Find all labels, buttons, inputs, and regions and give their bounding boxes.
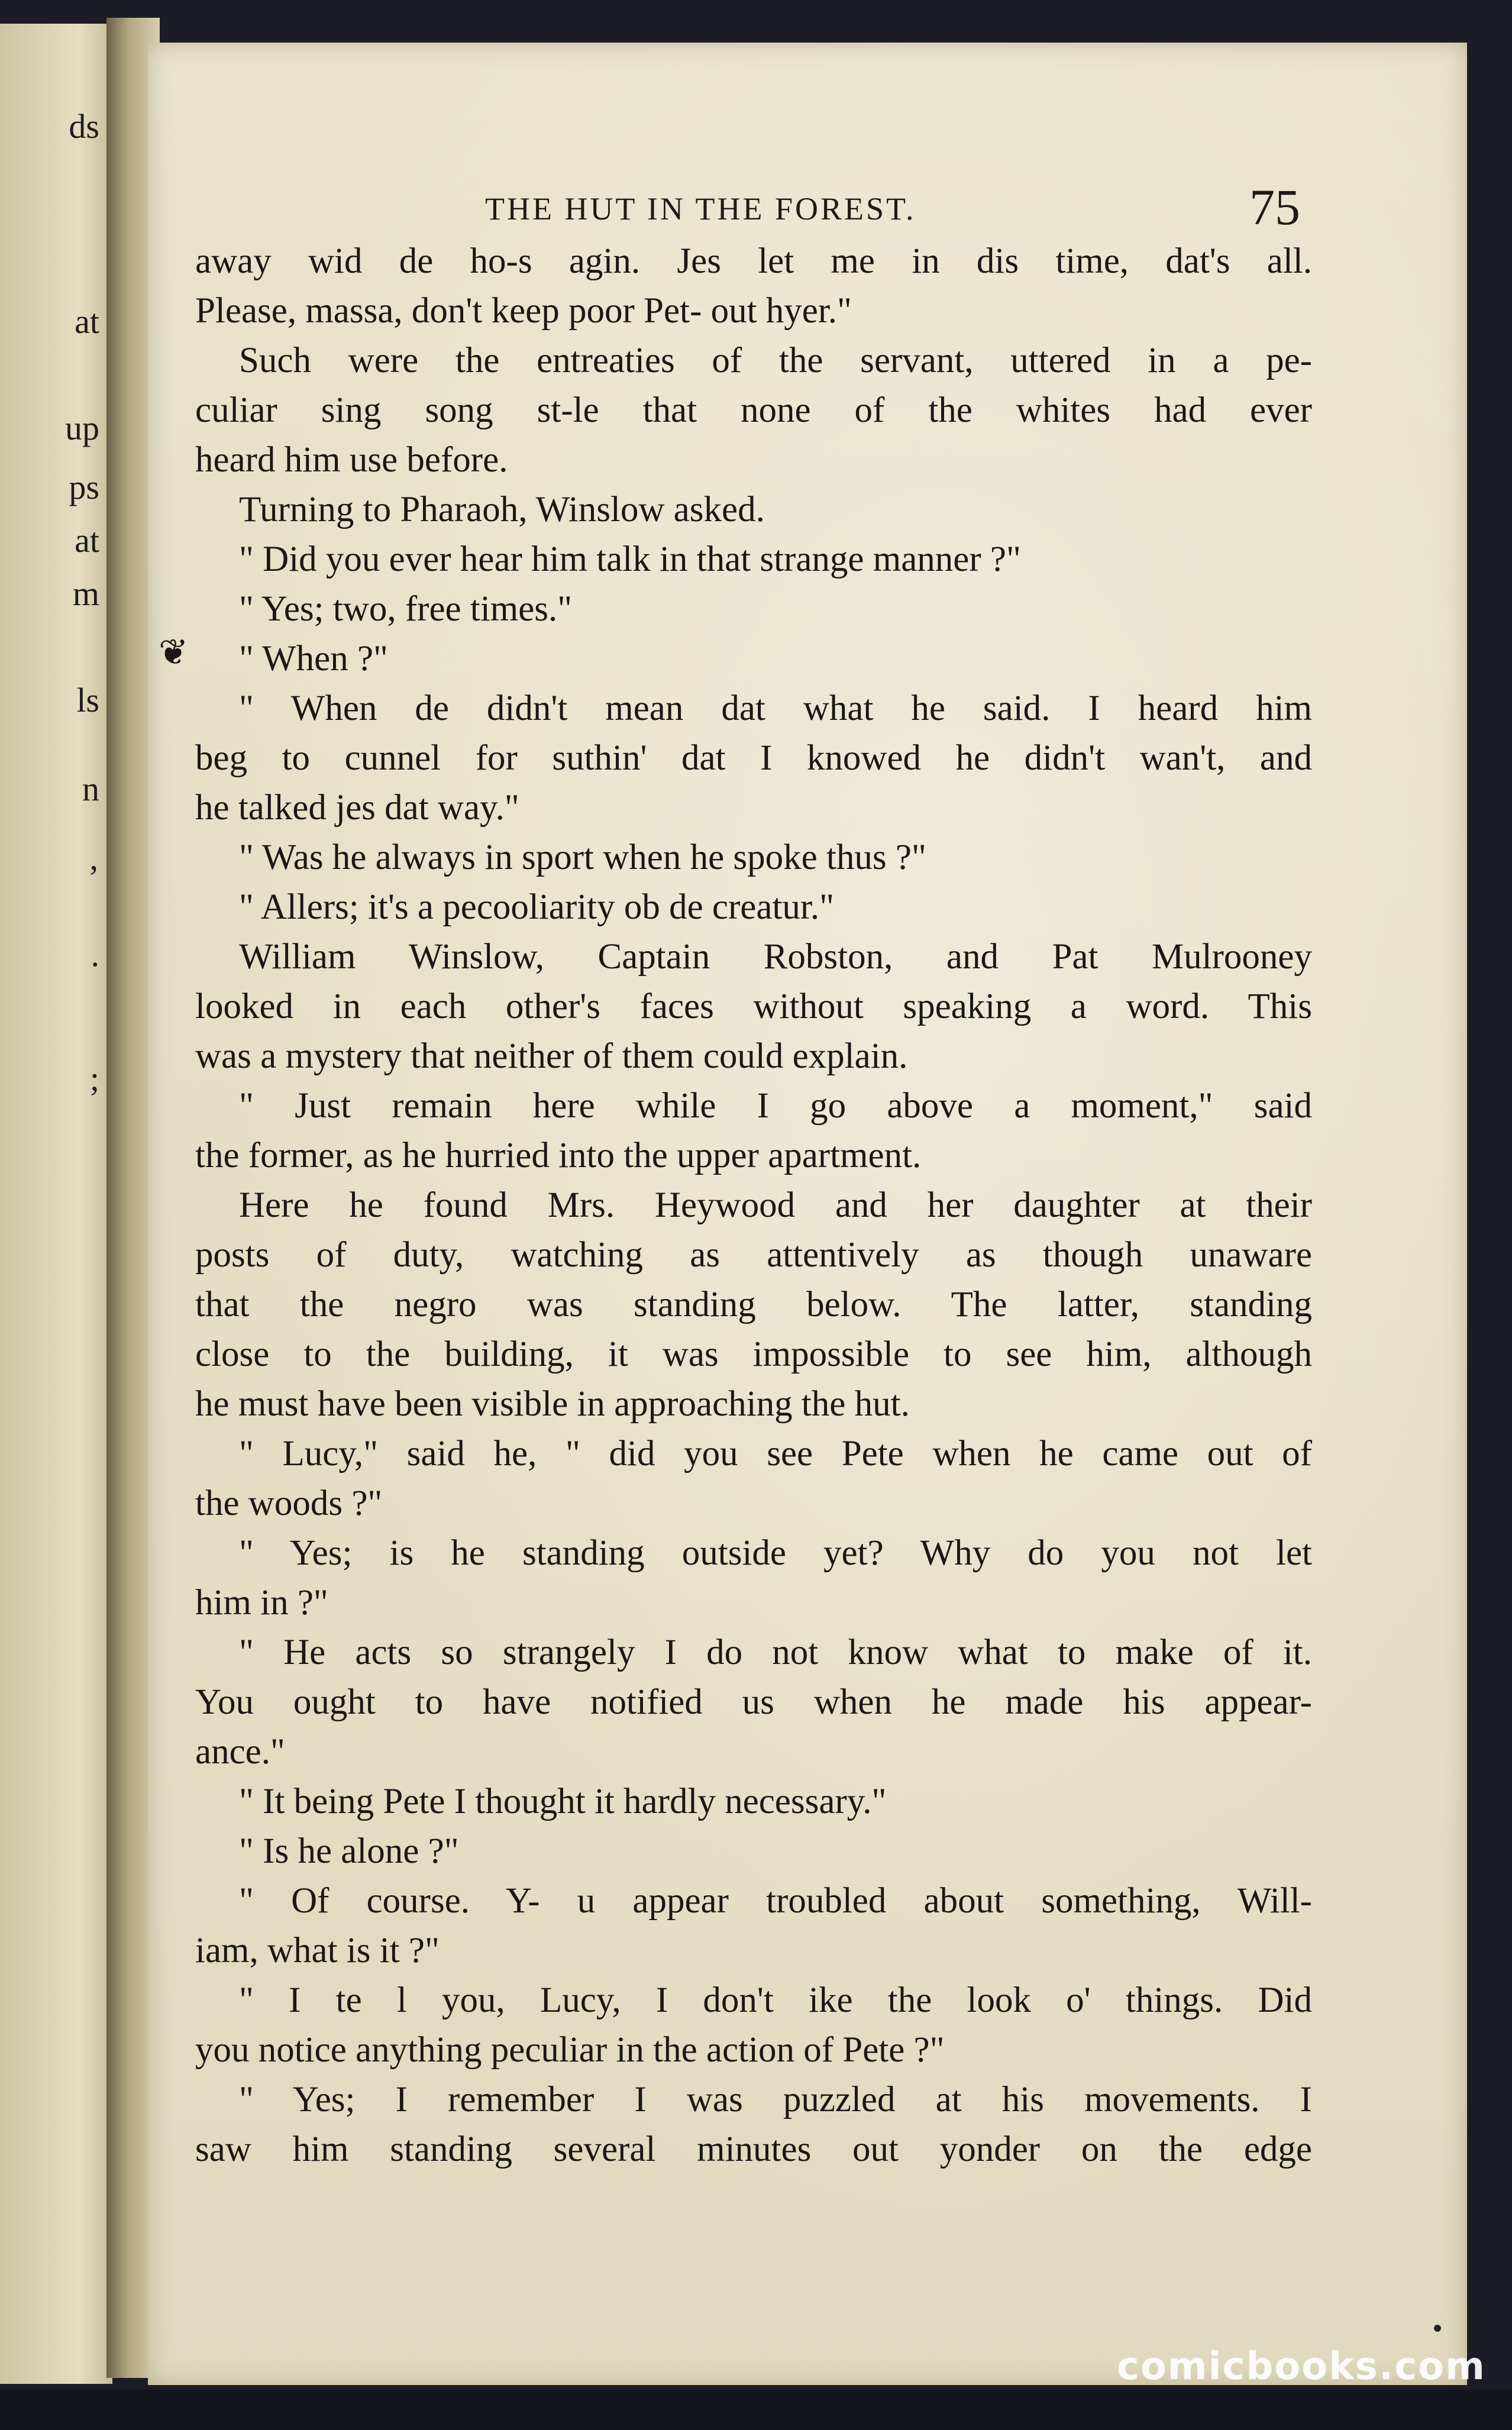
previous-page-fragment: ls — [76, 681, 99, 719]
previous-page-fragment: ; — [89, 1059, 99, 1098]
text-line: you notice anything peculiar in the action of Pete ?" — [195, 2030, 945, 2070]
text-line: " He acts so strangely I do not know what to make of it. — [239, 1633, 1312, 1672]
previous-page-fragment: up — [65, 409, 99, 447]
text-line: close to the building, it was impossible to see him, although — [195, 1334, 1312, 1374]
previous-page-fragment: at — [75, 521, 99, 560]
page-number: 75 — [1249, 179, 1300, 235]
text-line: away wid de ho-s agin. Jes let me in dis time, dat's all. — [195, 241, 1312, 281]
text-line: heard him use before. — [195, 440, 508, 480]
text-line: " Just remain here while I go above a moment," said — [239, 1086, 1312, 1126]
watermark: comicbooks.com — [1117, 2345, 1486, 2389]
text-line: was a mystery that neither of them could explain. — [195, 1036, 908, 1076]
text-line: " Yes; is he standing outside yet? Why do you not let — [239, 1533, 1312, 1573]
text-line: " It being Pete I thought it hardly necessary." — [239, 1782, 887, 1821]
text-line: beg to cunnel for suthin' dat I knowed he didn't wan't, and — [195, 738, 1312, 778]
text-line: " Lucy," said he, " did you see Pete when he came out of — [239, 1434, 1312, 1473]
text-line: " When de didn't mean dat what he said. I heard him — [239, 689, 1312, 728]
text-line: " Yes; I remember I was puzzled at his movements. I — [239, 2080, 1312, 2119]
text-line: he talked jes dat way." — [195, 788, 519, 828]
page-header — [148, 177, 1467, 243]
book-page — [148, 43, 1467, 2385]
text-line: William Winslow, Captain Robston, and Pat Mulrooney — [239, 937, 1312, 977]
text-line: " When ?" — [239, 639, 388, 678]
text-line: Such were the entreaties of the servant, uttered in a pe- — [239, 341, 1312, 380]
previous-page-fragment: ’ — [88, 858, 99, 897]
text-line: " I te l you, Lucy, I don't ike the look o' things. Did — [239, 1980, 1312, 2020]
text-line: iam, what is it ?" — [195, 1931, 440, 1970]
text-line: Here he found Mrs. Heywood and her daughter at their — [239, 1185, 1312, 1225]
scan-background — [0, 2390, 1512, 2430]
previous-page-fragment: at — [75, 302, 99, 341]
text-line: " Was he always in sport when he spoke thus ?" — [239, 838, 926, 877]
body-text — [195, 237, 1312, 2174]
previous-page-fragment: ds — [69, 107, 99, 146]
text-line: the woods ?" — [195, 1484, 383, 1523]
running-title: THE HUT IN THE FOREST. — [485, 191, 916, 227]
text-line: that the negro was standing below. The latter, standing — [195, 1285, 1312, 1324]
text-line: him in ?" — [195, 1583, 328, 1623]
text-line: culiar sing song st-le that none of the whites had ever — [195, 390, 1312, 430]
text-line: " Is he alone ?" — [239, 1831, 459, 1871]
text-line: " Did you ever hear him talk in that strange manner ?" — [239, 539, 1021, 579]
text-line: saw him standing several minutes out yonder on the edge — [195, 2130, 1312, 2169]
text-line: he must have been visible in approaching the hut. — [195, 1384, 910, 1424]
previous-page-fragment: . — [91, 935, 99, 974]
previous-page-edge — [0, 24, 112, 2384]
text-line: You ought to have notified us when he made his appear- — [195, 1682, 1312, 1722]
text-line: ance." — [195, 1732, 285, 1772]
previous-page-fragment: n — [82, 770, 99, 808]
margin-mark-icon: ❦ — [159, 632, 189, 673]
ink-dot — [1434, 2325, 1441, 2332]
previous-page-fragment: m — [72, 574, 99, 613]
text-line: Please, massa, don't keep poor Pet- out hyer." — [195, 291, 852, 331]
text-line: Turning to Pharaoh, Winslow asked. — [239, 490, 765, 529]
text-line: " Yes; two, free times." — [239, 589, 573, 629]
text-line: " Of course. Y- u appear troubled about something, Will- — [239, 1881, 1312, 1921]
text-line: " Allers; it's a pecooliarity ob de creatur." — [239, 887, 834, 927]
previous-page-fragment: ps — [69, 468, 99, 506]
text-line: looked in each other's faces without speaking a word. This — [195, 987, 1312, 1026]
text-line: posts of duty, watching as attentively as though unaware — [195, 1235, 1312, 1275]
text-line: the former, as he hurried into the upper apartment. — [195, 1136, 922, 1175]
